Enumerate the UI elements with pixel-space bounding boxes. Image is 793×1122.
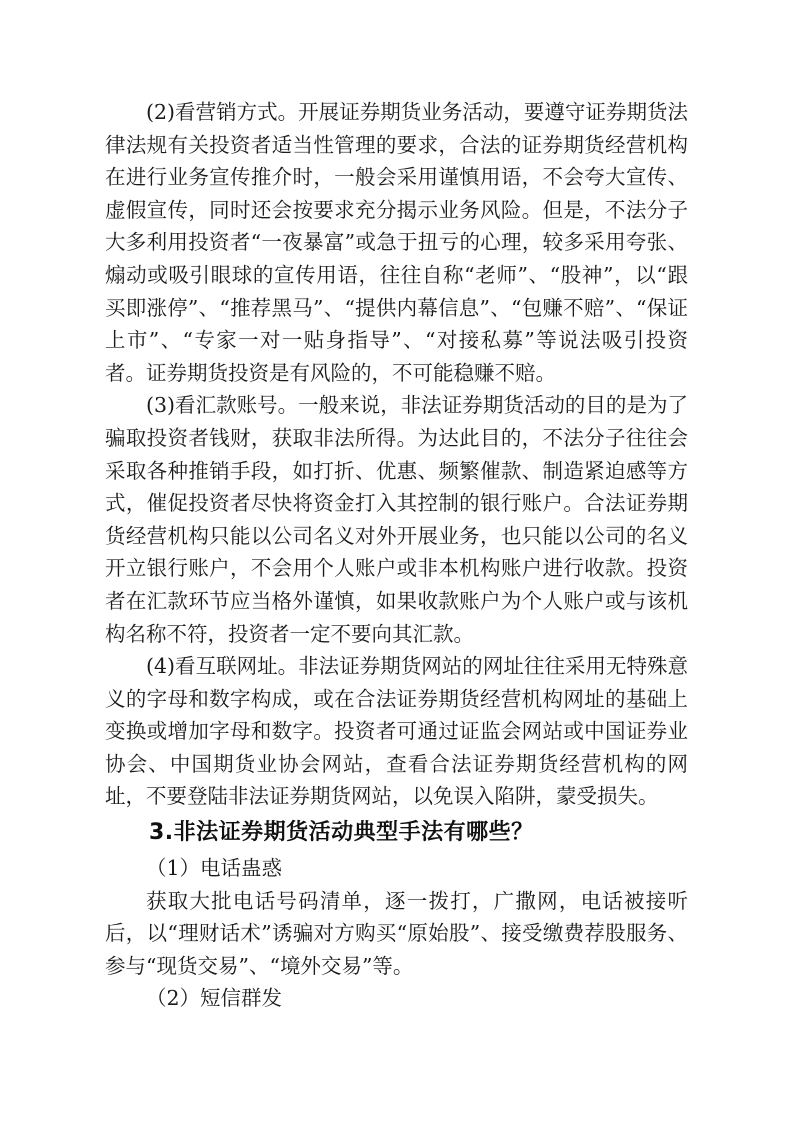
list-item-2-title-sms-blast: （2）短信群发	[146, 986, 283, 1011]
list-item-1-title-phone-scam: （1）电话蛊惑	[146, 856, 283, 881]
paragraph-remittance-account: (3)看汇款账号。一般来说，非法证券期货活动的目的是为了骗取投资者钱财，获取非法所得。为达此目的，不法分子往往会采取各种推销手段，如打折、优惠、频繁催款、制造紧迫感等方式，催促投资者尽快将资金打入其控制的银行账户。合法证券期货经营机构只能以公司名义对外开展业务，也只能以公司的名义开立银行账户，不会用个人账户或非本机构账户进行收款。投资者在汇款环节应当格外谨慎，如果收款账户为个人账户或与该机构名称不符，投资者一定不要向其汇款。	[105, 393, 688, 646]
section-heading-typical-methods: 3.非法证券期货活动典型手法有哪些？	[149, 820, 534, 846]
list-item-1-body: 获取大批电话号码清单，逐一拨打，广撒网，电话被接听后，以“理财话术”诱骗对方购买“原始股”、接受缴费荐股服务、参与“现货交易”、“境外交易”等。	[105, 888, 688, 978]
paragraph-website-address: (4)看互联网址。非法证券期货网站的网址往往采用无特殊意义的字母和数字构成，或在合法证券期货经营机构网址的基础上变换或增加字母和数字。投资者可通过证监会网站或中国证券业协会、中国期货业协会网站，查看合法证券期货经营机构的网址，不要登陆非法证券期货网站，以免误入陷阱，蒙受损失。	[105, 654, 688, 809]
paragraph-marketing-method: (2)看营销方式。开展证券期货业务活动，要遵守证券期货法律法规有关投资者适当性管理的要求，合法的证券期货经营机构在进行业务宣传推介时，一般会采用谨慎用语，不会夸大宣传、虚假宣传，同时还会按要求充分揭示业务风险。但是，不法分子大多利用投资者“一夜暴富”或急于扭亏的心理，较多采用夸张、煽动或吸引眼球的宣传用语，往往自称“老师”、“股神”，以“跟买即涨停”、“推荐黑马”、“提供内幕信息”、“包赚不赔”、“保证上市”、“专家一对一贴身指导”、“对接私募”等说法吸引投资者。证券期货投资是有风险的，不可能稳赚不赔。	[105, 100, 688, 385]
